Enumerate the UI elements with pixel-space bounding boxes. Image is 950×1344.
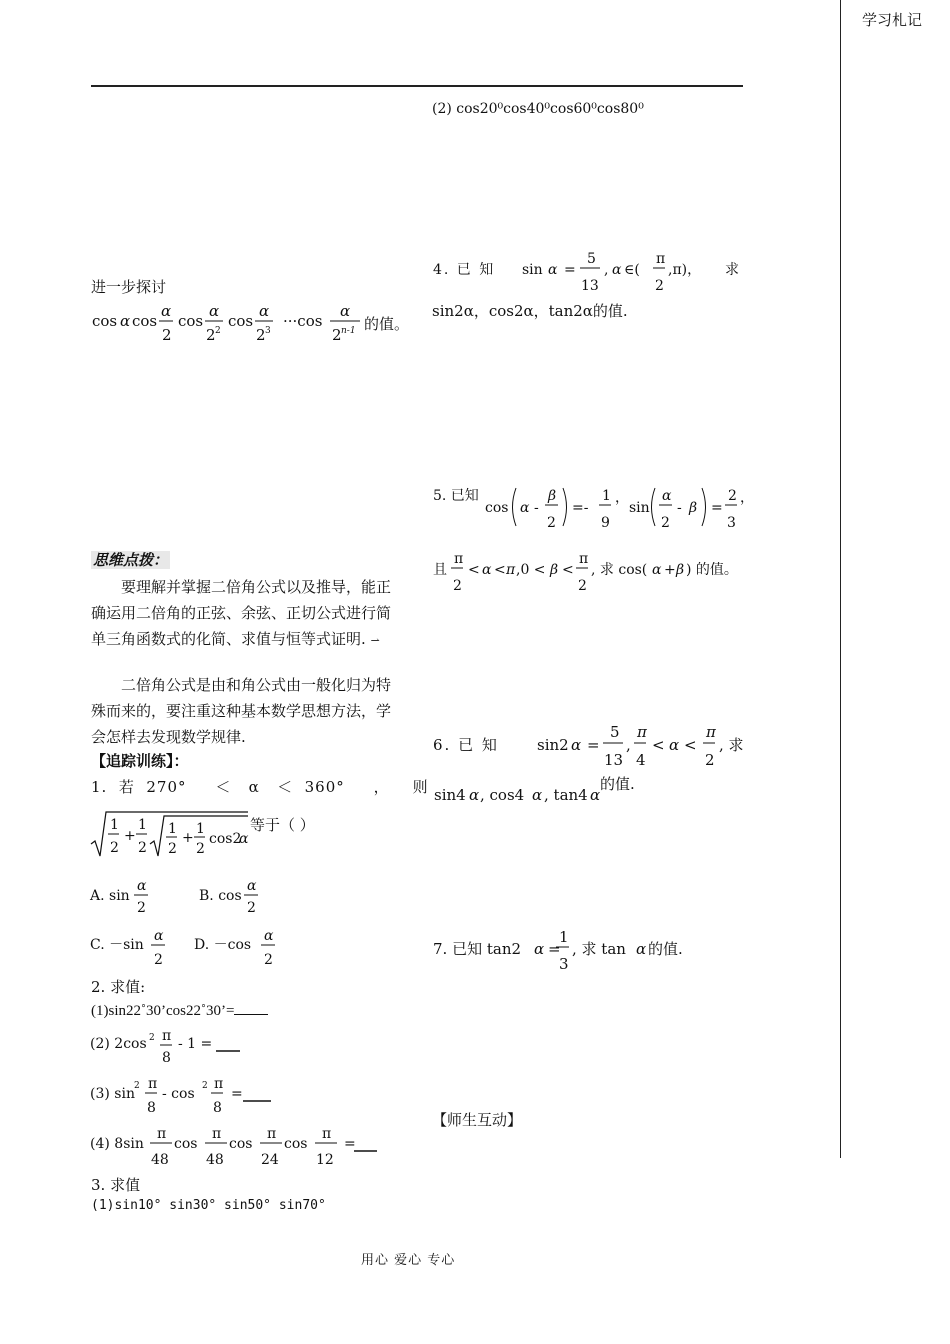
svg-text:1: 1 xyxy=(110,817,119,833)
svg-text:π: π xyxy=(162,1028,172,1044)
svg-text:α: α xyxy=(520,500,530,516)
svg-text:cos: cos xyxy=(229,1136,253,1152)
svg-text:1: 1 xyxy=(602,488,611,504)
svg-text:<: < xyxy=(684,736,697,754)
svg-text:1: 1 xyxy=(559,928,569,946)
svg-text:+: + xyxy=(182,830,194,846)
paragraph-mark-icon: ⇀ xyxy=(370,634,380,647)
svg-text:π: π xyxy=(637,723,647,741)
svg-text:C. －sin: C. －sin xyxy=(90,937,144,953)
svg-text:2: 2 xyxy=(168,841,177,857)
tips-paragraph-1-text: 要理解并掌握二倍角公式以及推导，能正确运用二倍角的正弦、余弦、正切公式进行简单三角函数式的化简、求值与恒等式证明. xyxy=(91,578,392,648)
svg-text:α: α xyxy=(239,831,249,847)
svg-text:π: π xyxy=(322,1126,332,1142)
q2-item-4 xyxy=(88,1122,388,1170)
svg-text:=: = xyxy=(587,736,600,754)
svg-text:α: α xyxy=(590,786,601,804)
explore-heading: 进一步探讨 xyxy=(91,278,167,296)
svg-text:π: π xyxy=(506,562,516,578)
interaction-heading: 【师生互动】 xyxy=(432,1111,523,1129)
svg-text:2: 2 xyxy=(705,751,715,769)
q2-item-2 xyxy=(88,1026,288,1070)
svg-text:8: 8 xyxy=(213,1100,222,1116)
svg-text:=: = xyxy=(564,262,576,278)
svg-text:A. sin: A. sin xyxy=(90,888,130,904)
svg-text:π: π xyxy=(148,1076,158,1092)
svg-text:4. 已 知: 4. 已 知 xyxy=(433,262,496,278)
training-heading: 【追踪训练】： xyxy=(91,752,189,770)
svg-text:<: < xyxy=(652,736,665,754)
answer-blank xyxy=(234,1000,268,1015)
svg-text:β: β xyxy=(550,562,559,578)
svg-text:8: 8 xyxy=(147,1100,156,1116)
svg-text:sin: sin xyxy=(522,262,543,278)
svg-text:12: 12 xyxy=(316,1152,334,1168)
tips-paragraph-2: 二倍角公式是由和角公式由一般化归为特殊而来的，要注重这种基本数学思想方法，学会怎样去发现数学规律. xyxy=(91,676,392,746)
svg-text:48: 48 xyxy=(206,1152,224,1168)
q1-options xyxy=(88,874,288,974)
svg-text:13: 13 xyxy=(581,278,599,294)
q1-stem: 1. 若 270° ＜ α ＜ 360° ， 则 xyxy=(91,778,429,796)
svg-text:π: π xyxy=(267,1126,277,1142)
margin-divider xyxy=(840,0,841,1158)
svg-text:5. 已知: 5. 已知 xyxy=(433,488,479,504)
q5-stem xyxy=(430,480,754,534)
svg-text:2: 2 xyxy=(138,840,147,856)
svg-text:α: α xyxy=(120,312,131,330)
svg-text:3: 3 xyxy=(559,955,569,973)
svg-text:) 的值。: ) 的值。 xyxy=(686,562,738,578)
svg-text:=: = xyxy=(548,940,561,958)
svg-text:的值.: 的值. xyxy=(600,775,635,793)
svg-text:π: π xyxy=(706,723,716,741)
q2-item-3 xyxy=(88,1074,288,1118)
svg-text:<: < xyxy=(468,562,480,578)
svg-text:5: 5 xyxy=(610,723,620,741)
svg-text:2: 2 xyxy=(162,326,172,344)
svg-text:2: 2 xyxy=(332,326,342,344)
svg-text:α: α xyxy=(259,302,270,320)
svg-text:2: 2 xyxy=(202,1081,208,1091)
svg-text:π: π xyxy=(454,551,464,567)
svg-text:且: 且 xyxy=(433,562,447,578)
svg-text:2: 2 xyxy=(655,278,664,294)
svg-text:, cos4: , cos4 xyxy=(480,786,525,804)
svg-text:5: 5 xyxy=(587,251,596,267)
q1-tail: 等于（ ） xyxy=(250,816,315,834)
svg-text:3: 3 xyxy=(265,326,271,336)
svg-text:β: β xyxy=(548,488,557,504)
side-note-label: 学习札记 xyxy=(862,11,923,29)
svg-text:sin4: sin4 xyxy=(434,786,466,804)
q4-stem xyxy=(430,246,750,296)
svg-text:1: 1 xyxy=(168,821,177,837)
svg-text:cos: cos xyxy=(132,312,158,330)
svg-text:，: ， xyxy=(740,490,754,506)
svg-text:∈(: ∈( xyxy=(624,262,640,278)
page-footer: 用心 爱心 专心 xyxy=(361,1253,456,1268)
tips-heading xyxy=(91,549,170,570)
svg-text:1: 1 xyxy=(196,821,205,837)
svg-text:,π)，: ,π)， xyxy=(668,262,702,278)
q3-item-1: (1)sin10° sin30° sin50° sin70° xyxy=(91,1198,326,1213)
svg-text:cos: cos xyxy=(178,312,204,330)
svg-text:α: α xyxy=(612,262,622,278)
svg-text:B. cos: B. cos xyxy=(199,888,242,904)
tips-paragraph-1 xyxy=(91,574,401,654)
svg-text:, 求 cos(: , 求 cos( xyxy=(591,562,648,578)
svg-text:- cos: - cos xyxy=(162,1086,195,1102)
svg-text:α: α xyxy=(209,302,220,320)
svg-text:=: = xyxy=(344,1136,356,1152)
svg-text:=: = xyxy=(231,1086,243,1102)
svg-text:2: 2 xyxy=(215,326,221,336)
svg-text:2: 2 xyxy=(661,515,670,531)
svg-text:α: α xyxy=(137,878,147,894)
svg-text:2: 2 xyxy=(247,900,256,916)
svg-text:α: α xyxy=(662,488,672,504)
svg-text:α: α xyxy=(571,736,582,754)
svg-text:, 求 tan: , 求 tan xyxy=(572,940,626,958)
svg-text:2: 2 xyxy=(196,841,205,857)
q1-radical-expression xyxy=(88,808,253,860)
svg-text:sin2: sin2 xyxy=(537,736,569,754)
svg-text:α: α xyxy=(264,928,274,944)
svg-text:cos2: cos2 xyxy=(209,831,242,847)
tips-heading-text: 思维点拨： xyxy=(93,551,169,569)
svg-text:48: 48 xyxy=(151,1152,169,1168)
svg-text:2: 2 xyxy=(134,1081,140,1091)
svg-text:,: , xyxy=(626,736,631,754)
q5-condition xyxy=(430,548,750,596)
svg-text:求: 求 xyxy=(725,262,739,278)
svg-text:24: 24 xyxy=(261,1152,279,1168)
q2-item-1-text: (1)sin22˚30’cos22˚30’= xyxy=(91,1003,235,1019)
svg-text:α: α xyxy=(534,940,545,958)
svg-text:β: β xyxy=(689,500,698,516)
svg-text:,0 <: ,0 < xyxy=(516,562,546,578)
svg-text:2: 2 xyxy=(137,900,146,916)
explore-expression-tail: 的值。 xyxy=(364,315,410,333)
svg-text:<: < xyxy=(562,562,574,578)
q3-title: 3. 求值 xyxy=(91,1176,141,1194)
svg-text:2: 2 xyxy=(578,578,587,594)
svg-text:cos: cos xyxy=(174,1136,198,1152)
svg-text:8: 8 xyxy=(162,1050,171,1066)
q6-stem xyxy=(430,718,750,768)
q2-title: 2. 求值: xyxy=(91,978,146,996)
svg-text:<: < xyxy=(494,562,506,578)
svg-text:2: 2 xyxy=(728,488,737,504)
q3-item-2: (2) cos20⁰cos40⁰cos60⁰cos80⁰ xyxy=(432,101,644,117)
svg-text:2: 2 xyxy=(256,326,266,344)
svg-text:sin: sin xyxy=(629,500,650,516)
svg-text:，: ， xyxy=(615,490,629,506)
svg-text:α: α xyxy=(532,786,543,804)
svg-text:2: 2 xyxy=(264,952,273,968)
svg-text:1: 1 xyxy=(138,817,147,833)
svg-text:D. －cos: D. －cos xyxy=(194,937,252,953)
svg-text:α: α xyxy=(636,940,647,958)
svg-text:α: α xyxy=(161,302,172,320)
svg-text:, tan4: , tan4 xyxy=(544,786,588,804)
svg-text:n-1: n-1 xyxy=(341,326,356,336)
svg-text:=: = xyxy=(711,500,723,516)
svg-text:3: 3 xyxy=(727,515,736,531)
svg-text:2: 2 xyxy=(547,515,556,531)
q2-item-1 xyxy=(91,1000,268,1020)
svg-text:4: 4 xyxy=(636,751,646,769)
svg-text:6. 已 知: 6. 已 知 xyxy=(433,736,499,754)
svg-text:- 1 =: - 1 = xyxy=(178,1036,213,1052)
q7 xyxy=(430,926,710,974)
top-rule xyxy=(91,85,743,87)
svg-text:α: α xyxy=(652,562,662,578)
svg-text:α: α xyxy=(247,878,257,894)
svg-text:cos: cos xyxy=(92,312,118,330)
svg-text:,: , xyxy=(604,262,609,278)
svg-text:α: α xyxy=(482,562,492,578)
svg-text:α: α xyxy=(669,736,680,754)
svg-text:2: 2 xyxy=(110,840,119,856)
svg-text:cos: cos xyxy=(228,312,254,330)
svg-text:2: 2 xyxy=(206,326,216,344)
svg-text:+: + xyxy=(124,828,136,844)
svg-text:+: + xyxy=(664,562,676,578)
svg-text:π: π xyxy=(656,251,666,267)
svg-text:-: - xyxy=(534,500,539,516)
svg-text:, 求: , 求 xyxy=(719,736,744,754)
svg-text:cos: cos xyxy=(485,500,509,516)
svg-text:α: α xyxy=(340,302,351,320)
svg-text:π: π xyxy=(214,1076,224,1092)
svg-text:···cos: ···cos xyxy=(283,312,323,330)
svg-text:π: π xyxy=(579,551,589,567)
svg-text:α: α xyxy=(154,928,164,944)
svg-text:-: - xyxy=(677,500,682,516)
svg-text:(3) sin: (3) sin xyxy=(90,1086,135,1102)
svg-text:π: π xyxy=(157,1126,167,1142)
svg-text:2: 2 xyxy=(154,952,163,968)
svg-text:=-: =- xyxy=(572,500,589,516)
svg-text:13: 13 xyxy=(604,751,624,769)
svg-text:的值.: 的值. xyxy=(648,940,683,958)
svg-text:7. 已知 tan2: 7. 已知 tan2 xyxy=(433,940,522,958)
svg-text:(2) 2cos: (2) 2cos xyxy=(90,1036,147,1052)
svg-text:(4) 8sin: (4) 8sin xyxy=(90,1136,144,1152)
svg-text:α: α xyxy=(548,262,558,278)
svg-text:cos: cos xyxy=(284,1136,308,1152)
q6-ask xyxy=(430,770,690,810)
svg-text:2: 2 xyxy=(149,1033,155,1043)
svg-text:2: 2 xyxy=(453,578,462,594)
svg-text:π: π xyxy=(212,1126,222,1142)
svg-text:β: β xyxy=(676,562,685,578)
svg-text:α: α xyxy=(469,786,480,804)
svg-text:9: 9 xyxy=(601,515,610,531)
q4-ask: sin2α，cos2α，tan2α的值. xyxy=(432,302,628,320)
